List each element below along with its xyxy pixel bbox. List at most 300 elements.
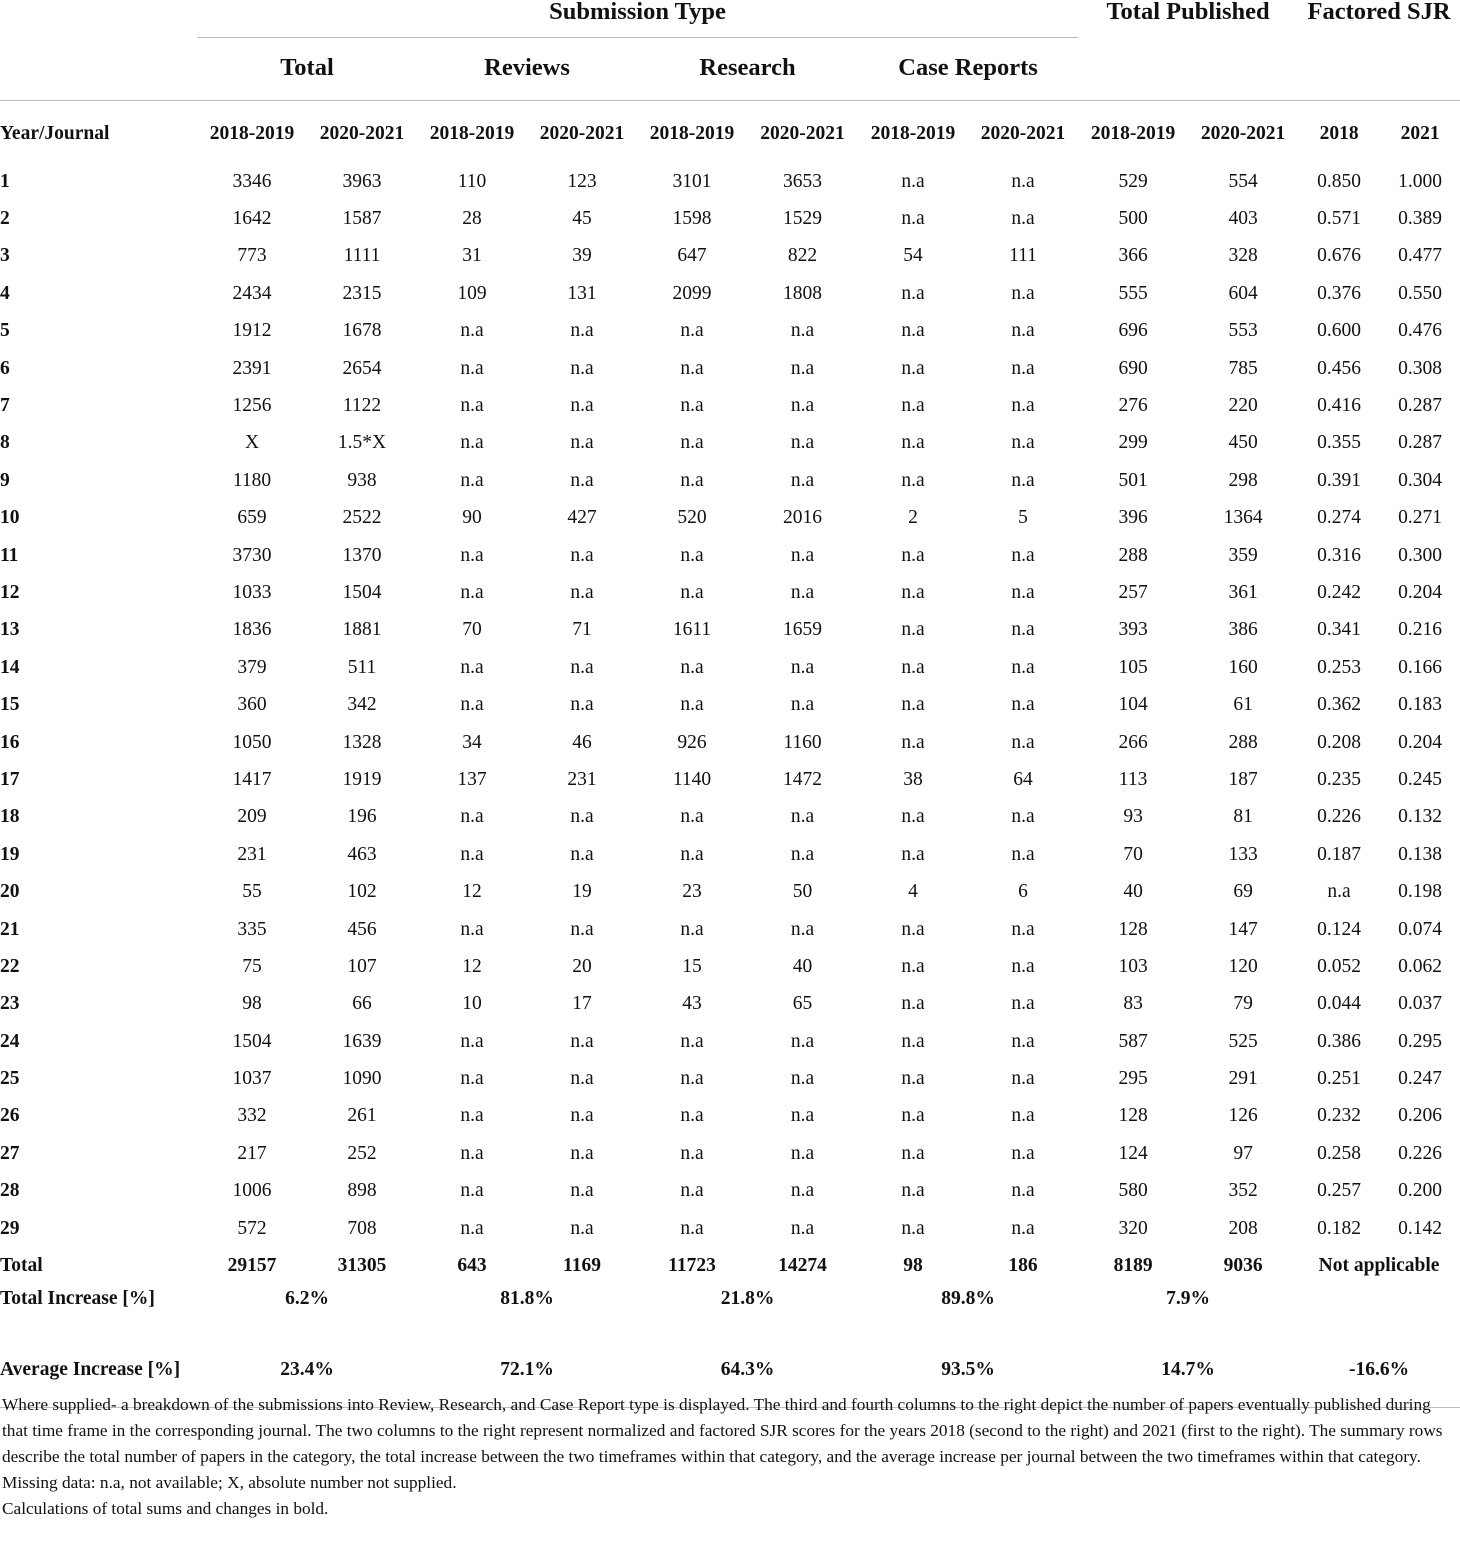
- table-cell: n.a: [460, 357, 484, 379]
- table-cell: 93: [1123, 806, 1143, 828]
- table-cell: n.a: [1011, 656, 1035, 678]
- table-cell: 0.226: [1317, 806, 1361, 828]
- column-header: 2018-2019: [649, 123, 735, 144]
- table-cell: 773: [237, 245, 267, 267]
- journal-id-cell: 5: [0, 320, 10, 342]
- table-cell: 926: [677, 731, 707, 753]
- table-row: [0, 1210, 1460, 1247]
- table-row: [0, 836, 1460, 873]
- table-cell: n.a: [460, 581, 484, 603]
- table-row: [0, 537, 1460, 574]
- table-row: [0, 761, 1460, 798]
- table-cell: 217: [237, 1142, 267, 1164]
- table-cell: 1678: [342, 320, 382, 342]
- table-cell: 525: [1228, 1030, 1258, 1052]
- table-cell: 288: [1228, 731, 1258, 753]
- table-cell: 75: [242, 955, 262, 977]
- table-cell: n.a: [680, 806, 704, 828]
- group-case-reports-header: Case Reports: [858, 28, 1078, 101]
- journal-id-cell: 26: [0, 1105, 20, 1127]
- table-cell: n.a: [680, 320, 704, 342]
- total-cell: 14274: [778, 1254, 827, 1276]
- table-cell: 1639: [342, 1030, 382, 1052]
- journal-id-cell: 10: [0, 507, 20, 529]
- table-cell: 107: [347, 955, 377, 977]
- table-cell: 3346: [232, 170, 272, 192]
- column-header: 2020-2021: [539, 123, 625, 144]
- table-cell: 123: [567, 170, 597, 192]
- table-cell: 31: [462, 245, 482, 267]
- table-cell: 938: [347, 469, 377, 491]
- table-cell: 66: [352, 993, 372, 1015]
- table-cell: 361: [1228, 581, 1258, 603]
- table-cell: 0.304: [1398, 469, 1442, 491]
- table-row: [0, 425, 1460, 462]
- table-cell: n.a: [1011, 843, 1035, 865]
- journal-id-cell: 25: [0, 1068, 20, 1090]
- table-cell: 696: [1118, 320, 1148, 342]
- table-cell: 342: [347, 694, 377, 716]
- table-cell: 2315: [342, 282, 382, 304]
- table-cell: 0.052: [1317, 955, 1361, 977]
- table-cell: 572: [237, 1217, 267, 1239]
- table-cell: 102: [347, 881, 377, 903]
- table-cell: 90: [462, 507, 482, 529]
- table-cell: n.a: [460, 1180, 484, 1202]
- table-cell: n.a: [901, 170, 925, 192]
- table-cell: n.a: [1011, 469, 1035, 491]
- table-cell: n.a: [901, 1068, 925, 1090]
- table-cell: 81: [1233, 806, 1253, 828]
- column-header: 2020-2021: [980, 123, 1066, 144]
- table-cell: n.a: [680, 1180, 704, 1202]
- table-row: [0, 313, 1460, 350]
- total-cell: 186: [1008, 1254, 1038, 1276]
- table-cell: 822: [787, 245, 818, 267]
- table-cell: n.a: [1011, 918, 1035, 940]
- table-cell: n.a: [460, 806, 484, 828]
- journal-id-cell: 15: [0, 694, 20, 716]
- journal-id-cell: 22: [0, 955, 20, 977]
- table-cell: n.a: [901, 843, 925, 865]
- table-cell: 15: [682, 955, 702, 977]
- table-cell: n.a: [901, 469, 925, 491]
- table-cell: 0.062: [1398, 955, 1442, 977]
- journal-id-cell: 28: [0, 1180, 20, 1202]
- table-cell: 1.000: [1398, 170, 1442, 192]
- table-cell: n.a: [790, 544, 815, 566]
- table-cell: 0.208: [1317, 731, 1361, 753]
- journal-id-cell: 3: [0, 245, 10, 267]
- table-cell: 0.245: [1398, 768, 1442, 790]
- table-cell: n.a: [901, 395, 925, 417]
- table-cell: 288: [1118, 544, 1148, 566]
- table-row: [0, 238, 1460, 275]
- table-cell: 0.571: [1317, 208, 1361, 230]
- journal-id-cell: 9: [0, 469, 10, 491]
- table-cell: 1472: [783, 768, 822, 790]
- table-cell: n.a: [460, 320, 484, 342]
- table-cell: 1328: [342, 731, 382, 753]
- column-header: 2018: [1319, 123, 1359, 144]
- table-cell: 554: [1228, 170, 1258, 192]
- table-cell: n.a: [680, 1217, 704, 1239]
- journal-id-cell: 8: [0, 432, 10, 454]
- table-cell: 65: [792, 993, 813, 1015]
- table-cell: n.a: [680, 432, 704, 454]
- table-cell: 19: [572, 881, 592, 903]
- table-row: [0, 948, 1460, 985]
- table-cell: n.a: [901, 1105, 925, 1127]
- table-cell: 0.355: [1317, 432, 1361, 454]
- table-cell: 0.391: [1317, 469, 1361, 491]
- table-cell: 299: [1118, 432, 1148, 454]
- table-cell: n.a: [790, 320, 815, 342]
- table-cell: 0.124: [1317, 918, 1361, 940]
- table-row: [0, 612, 1460, 649]
- table-cell: n.a: [790, 694, 815, 716]
- table-row: [0, 873, 1460, 910]
- table-cell: 1611: [672, 619, 712, 641]
- table-cell: 0.251: [1317, 1068, 1361, 1090]
- table-cell: 396: [1118, 507, 1148, 529]
- table-cell: 40: [1123, 881, 1143, 903]
- table-cell: 34: [462, 731, 482, 753]
- journal-id-cell: 4: [0, 282, 10, 304]
- table-cell: n.a: [790, 1068, 815, 1090]
- table-cell: 147: [1228, 918, 1258, 940]
- table-cell: 1659: [783, 619, 822, 641]
- table-cell: 128: [1118, 1105, 1148, 1127]
- table-cell: n.a: [901, 955, 925, 977]
- table-row: [0, 462, 1460, 499]
- group-total-header: Total: [197, 28, 417, 101]
- table-cell: 1912: [232, 320, 272, 342]
- table-cell: 1090: [342, 1068, 382, 1090]
- journal-id-cell: 12: [0, 581, 20, 603]
- table-cell: 1881: [342, 619, 382, 641]
- column-header: 2018-2019: [1090, 123, 1176, 144]
- table-cell: n.a: [570, 918, 594, 940]
- table-cell: 1836: [232, 619, 272, 641]
- table-cell: 6: [1018, 881, 1028, 903]
- table-cell: 427: [567, 507, 597, 529]
- group-research-header: Research: [637, 28, 858, 101]
- table-cell: 257: [1118, 581, 1148, 603]
- average-increase-cell: 23.4%: [197, 1351, 417, 1408]
- table-cell: 2434: [232, 282, 272, 304]
- table-cell: 0.257: [1317, 1180, 1361, 1202]
- table-cell: 450: [1228, 432, 1258, 454]
- table-cell: n.a: [790, 843, 815, 865]
- table-cell: 98: [242, 993, 262, 1015]
- table-cell: 70: [1123, 843, 1143, 865]
- table-cell: 104: [1118, 694, 1148, 716]
- table-cell: n.a: [570, 469, 594, 491]
- table-cell: n.a: [680, 1030, 704, 1052]
- total-cell: 8189: [1113, 1254, 1153, 1276]
- group-reviews-header: Reviews: [417, 28, 637, 101]
- table-cell: 103: [1118, 955, 1148, 977]
- table-row: [0, 1060, 1460, 1097]
- total-increase-cell: 81.8%: [500, 1288, 554, 1310]
- table-cell: n.a: [680, 1142, 704, 1164]
- column-header: 2018-2019: [209, 123, 295, 144]
- table-cell: 0.300: [1398, 544, 1442, 566]
- table-cell: 1808: [783, 282, 822, 304]
- table-row: [0, 799, 1460, 836]
- table-cell: n.a: [680, 1068, 704, 1090]
- table-cell: n.a: [1011, 1105, 1035, 1127]
- table-cell: 2522: [342, 507, 382, 529]
- table-cell: n.a: [1011, 1030, 1035, 1052]
- table-cell: 0.274: [1317, 507, 1361, 529]
- table-cell: 0.204: [1398, 731, 1442, 753]
- table-cell: n.a: [790, 918, 815, 940]
- table-cell: n.a: [1011, 357, 1035, 379]
- table-cell: n.a: [460, 1030, 484, 1052]
- table-cell: n.a: [1011, 282, 1035, 304]
- table-row: [0, 574, 1460, 611]
- table-cell: 2016: [783, 507, 822, 529]
- footnote-missing-data: Missing data: n.a, not available; X, absolute number not supplied.: [2, 1473, 457, 1492]
- table-cell: 1587: [342, 208, 382, 230]
- table-cell: 1006: [232, 1180, 272, 1202]
- table-cell: 196: [347, 806, 377, 828]
- table-cell: 111: [1009, 245, 1037, 267]
- table-cell: 291: [1228, 1068, 1258, 1090]
- table-cell: 1529: [783, 208, 822, 230]
- table-cell: n.a: [680, 843, 704, 865]
- table-cell: 328: [1228, 245, 1258, 267]
- table-cell: n.a: [570, 544, 594, 566]
- table-cell: n.a: [901, 806, 925, 828]
- submission-type-header: Submission Type: [197, 0, 1078, 28]
- table-cell: 0.416: [1317, 395, 1361, 417]
- table-cell: 231: [237, 843, 267, 865]
- table-cell: 0.341: [1317, 619, 1361, 641]
- table-cell: n.a: [790, 1217, 815, 1239]
- table-cell: 708: [347, 1217, 377, 1239]
- table-cell: 366: [1118, 245, 1148, 267]
- table-cell: n.a: [901, 320, 925, 342]
- table-cell: 38: [903, 768, 923, 790]
- table-cell: 0.308: [1398, 357, 1442, 379]
- table-cell: 61: [1233, 694, 1253, 716]
- table-cell: 120: [1228, 955, 1258, 977]
- table-cell: n.a: [570, 1142, 594, 1164]
- journal-id-cell: 29: [0, 1217, 20, 1239]
- total-increase-cell: 89.8%: [941, 1288, 995, 1310]
- table-cell: n.a: [460, 432, 484, 454]
- table-cell: n.a: [680, 694, 704, 716]
- table-cell: n.a: [1011, 1142, 1035, 1164]
- table-cell: 360: [237, 694, 267, 716]
- total-row-label: Total: [0, 1254, 43, 1276]
- table-cell: n.a: [570, 1068, 594, 1090]
- table-cell: n.a: [901, 918, 925, 940]
- table-cell: n.a: [570, 694, 594, 716]
- table-cell: n.a: [680, 918, 704, 940]
- table-cell: 1364: [1223, 507, 1263, 529]
- table-cell: n.a: [790, 469, 815, 491]
- table-cell: n.a: [570, 656, 594, 678]
- total-cell: 29157: [227, 1254, 277, 1276]
- table-cell: n.a: [570, 581, 594, 603]
- table-cell: 0.200: [1398, 1180, 1442, 1202]
- table-cell: n.a: [680, 395, 704, 417]
- table-cell: 0.389: [1398, 208, 1442, 230]
- total-cell: 1169: [563, 1254, 601, 1276]
- journal-id-cell: 24: [0, 1030, 20, 1052]
- journal-id-cell: 6: [0, 357, 10, 379]
- table-cell: 131: [567, 282, 597, 304]
- table-cell: X: [244, 432, 260, 454]
- table-cell: 0.600: [1317, 320, 1361, 342]
- table-cell: 1140: [672, 768, 712, 790]
- table-cell: 0.287: [1398, 432, 1442, 454]
- table-cell: n.a: [460, 843, 484, 865]
- table-cell: 133: [1228, 843, 1258, 865]
- table-cell: 647: [677, 245, 707, 267]
- table-cell: 0.206: [1398, 1105, 1442, 1127]
- table-cell: n.a: [790, 1105, 815, 1127]
- table-cell: n.a: [570, 1217, 594, 1239]
- table-cell: n.a: [460, 395, 484, 417]
- table-cell: 126: [1228, 1105, 1258, 1127]
- table-row: [0, 724, 1460, 761]
- table-cell: 12: [462, 955, 482, 977]
- journal-id-cell: 2: [0, 208, 10, 230]
- total-published-header: Total Published: [1106, 0, 1270, 25]
- table-cell: 69: [1233, 881, 1253, 903]
- table-cell: 113: [1118, 768, 1148, 790]
- table-cell: n.a: [1011, 1068, 1035, 1090]
- table-cell: n.a: [901, 993, 925, 1015]
- table-cell: 0.295: [1398, 1030, 1442, 1052]
- table-cell: 0.226: [1398, 1142, 1442, 1164]
- table-cell: 0.271: [1398, 507, 1442, 529]
- table-cell: n.a: [460, 1142, 484, 1164]
- table-cell: 3653: [783, 170, 822, 192]
- table-cell: 690: [1118, 357, 1148, 379]
- table-cell: 266: [1118, 731, 1148, 753]
- table-cell: n.a: [460, 544, 484, 566]
- table-cell: n.a: [1011, 395, 1035, 417]
- journal-id-cell: 7: [0, 395, 10, 417]
- table-cell: 359: [1228, 544, 1258, 566]
- table-cell: 160: [1228, 656, 1258, 678]
- table-cell: n.a: [1011, 1217, 1035, 1239]
- table-row: [0, 163, 1460, 200]
- table-cell: 456: [347, 918, 377, 940]
- table-cell: 23: [682, 881, 702, 903]
- table-cell: 220: [1228, 395, 1258, 417]
- table-cell: n.a: [1011, 806, 1035, 828]
- table-row: [0, 986, 1460, 1023]
- table-cell: 463: [347, 843, 377, 865]
- table-cell: 1919: [342, 768, 382, 790]
- table-cell: 386: [1228, 619, 1258, 641]
- table-cell: n.a: [460, 656, 484, 678]
- table-cell: 110: [457, 170, 487, 192]
- table-cell: 1370: [342, 544, 382, 566]
- total-increase-cell: 6.2%: [285, 1288, 329, 1310]
- table-cell: n.a: [1011, 993, 1035, 1015]
- table-cell: 55: [242, 881, 262, 903]
- total-cell: 11723: [668, 1254, 716, 1276]
- average-increase-cell: -16.6%: [1298, 1351, 1460, 1408]
- table-cell: 0.247: [1398, 1068, 1442, 1090]
- table-cell: 45: [572, 208, 592, 230]
- table-cell: 0.044: [1317, 993, 1361, 1015]
- journal-id-cell: 16: [0, 731, 20, 753]
- table-cell: 0.316: [1317, 544, 1361, 566]
- table-cell: n.a: [1011, 581, 1035, 603]
- table-cell: n.a: [570, 1105, 594, 1127]
- table-cell: 529: [1118, 170, 1148, 192]
- table-cell: n.a: [901, 544, 925, 566]
- table-cell: 0.287: [1398, 395, 1442, 417]
- table-cell: 39: [572, 245, 592, 267]
- table-cell: 64: [1013, 768, 1033, 790]
- column-header: 2020-2021: [319, 123, 405, 144]
- total-increase-row: [0, 1284, 1460, 1351]
- table-cell: n.a: [460, 1068, 484, 1090]
- column-header: 2021: [1400, 123, 1440, 144]
- table-cell: n.a: [901, 694, 925, 716]
- total-increase-label: Total Increase [%]: [0, 1288, 155, 1310]
- header-row-top: [0, 0, 1460, 28]
- table-cell: 0.258: [1317, 1142, 1361, 1164]
- table-row: [0, 275, 1460, 312]
- average-increase-label: Average Increase [%]: [0, 1351, 197, 1408]
- table-cell: 187: [1228, 768, 1258, 790]
- table-cell: 0.166: [1398, 656, 1442, 678]
- table-row: [0, 686, 1460, 723]
- table-cell: 1111: [343, 245, 381, 267]
- total-cell: 31305: [337, 1254, 387, 1276]
- table-cell: n.a: [460, 469, 484, 491]
- table-cell: 3101: [672, 170, 712, 192]
- table-cell: 785: [1228, 357, 1258, 379]
- table-cell: 124: [1118, 1142, 1148, 1164]
- total-row: [0, 1247, 1460, 1284]
- table-cell: 604: [1228, 282, 1258, 304]
- table-cell: n.a: [790, 432, 815, 454]
- table-row: [0, 911, 1460, 948]
- table-cell: 43: [682, 993, 702, 1015]
- table-cell: 2099: [672, 282, 712, 304]
- table-cell: n.a: [790, 1142, 815, 1164]
- column-header: 2018-2019: [870, 123, 956, 144]
- table-cell: 0.850: [1317, 170, 1361, 192]
- table-cell: 1642: [232, 208, 272, 230]
- table-cell: n.a: [680, 469, 704, 491]
- total-cell: 9036: [1223, 1254, 1263, 1276]
- table-cell: n.a: [1011, 544, 1035, 566]
- table-cell: n.a: [790, 656, 815, 678]
- table-row: [0, 200, 1460, 237]
- table-cell: 0.198: [1398, 881, 1442, 903]
- table-cell: 1160: [783, 731, 822, 753]
- table-footnotes: [2, 1392, 1458, 1522]
- journal-id-cell: 11: [0, 544, 19, 566]
- table-cell: n.a: [680, 581, 704, 603]
- table-cell: 298: [1228, 469, 1258, 491]
- table-row: [0, 387, 1460, 424]
- table-row: [0, 1023, 1460, 1060]
